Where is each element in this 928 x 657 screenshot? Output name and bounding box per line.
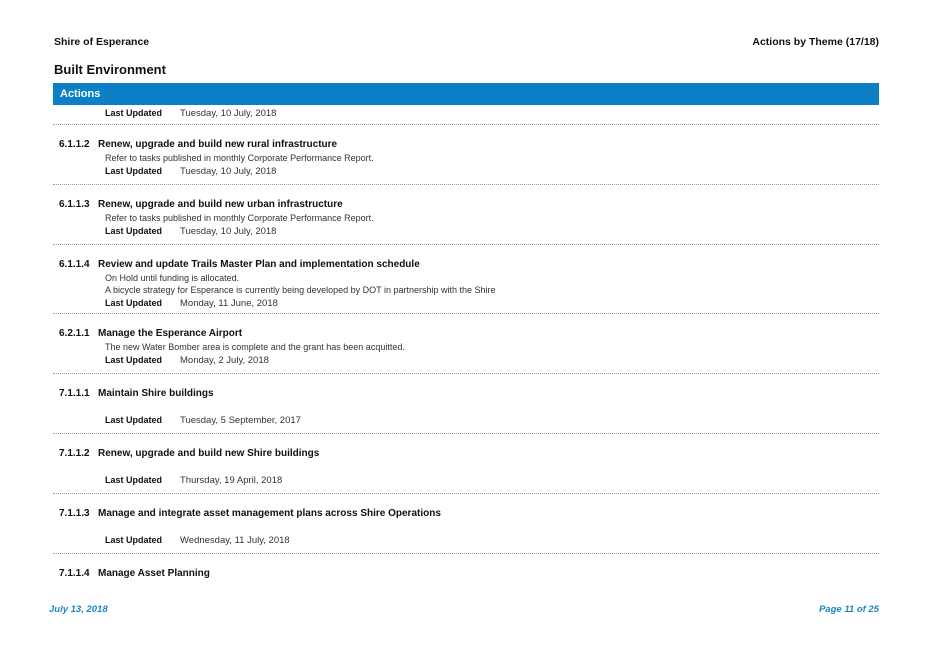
action-title: Renew, upgrade and build new rural infrastructure xyxy=(98,139,338,150)
last-updated-value: Thursday, 19 April, 2018 xyxy=(180,475,283,486)
last-updated-label: Last Updated xyxy=(105,475,163,485)
last-updated-value: Tuesday, 10 July, 2018 xyxy=(180,226,277,237)
last-updated-value: Monday, 2 July, 2018 xyxy=(180,355,269,366)
action-title: Review and update Trails Master Plan and implementation schedule xyxy=(98,259,420,270)
last-updated-row xyxy=(53,296,879,310)
action-item xyxy=(53,106,879,125)
last-updated-label: Last Updated xyxy=(105,355,163,365)
action-heading xyxy=(53,387,879,401)
action-code: 6.2.1.1 xyxy=(59,328,90,339)
action-note: The new Water Bomber area is complete and the grant has been acquitted. xyxy=(105,342,405,352)
last-updated-row xyxy=(53,353,879,367)
action-list xyxy=(53,106,879,579)
last-updated-label: Last Updated xyxy=(105,415,163,425)
action-heading xyxy=(53,198,879,212)
action-heading xyxy=(53,327,879,341)
action-title: Manage Asset Planning xyxy=(98,568,210,579)
action-title: Maintain Shire buildings xyxy=(98,388,214,399)
last-updated-row xyxy=(53,473,879,487)
last-updated-row xyxy=(53,533,879,547)
action-note xyxy=(53,401,879,413)
organization-name: Shire of Esperance xyxy=(54,36,150,48)
action-title: Renew, upgrade and build new Shire buildings xyxy=(98,448,320,459)
last-updated-row xyxy=(53,106,879,120)
action-item xyxy=(53,554,879,579)
last-updated-value: Tuesday, 10 July, 2018 xyxy=(180,166,277,177)
action-note: On Hold until funding is allocated. xyxy=(105,273,240,283)
action-code: 6.1.1.4 xyxy=(59,259,90,270)
action-code: 7.1.1.1 xyxy=(59,388,90,399)
action-code: 7.1.1.3 xyxy=(59,508,90,519)
action-heading xyxy=(53,447,879,461)
action-heading xyxy=(53,507,879,521)
actions-header-bar: Actions xyxy=(53,83,879,105)
report-title: Actions by Theme (17/18) xyxy=(752,36,879,48)
last-updated-row xyxy=(53,413,879,427)
last-updated-row xyxy=(53,224,879,238)
action-title: Manage the Esperance Airport xyxy=(98,328,243,339)
action-item xyxy=(53,125,879,185)
action-item xyxy=(53,494,879,554)
footer-date: July 13, 2018 xyxy=(49,604,108,615)
action-title: Renew, upgrade and build new urban infrastructure xyxy=(98,199,343,210)
section-title: Built Environment xyxy=(54,62,166,77)
last-updated-value: Tuesday, 5 September, 2017 xyxy=(180,415,301,426)
last-updated-row xyxy=(53,164,879,178)
last-updated-value: Monday, 11 June, 2018 xyxy=(180,298,278,309)
action-note: Refer to tasks published in monthly Corporate Performance Report. xyxy=(105,153,374,163)
action-item xyxy=(53,245,879,314)
page-header xyxy=(54,36,879,48)
last-updated-value: Tuesday, 10 July, 2018 xyxy=(180,108,277,119)
last-updated-value: Wednesday, 11 July, 2018 xyxy=(180,535,290,546)
action-note: Refer to tasks published in monthly Corporate Performance Report. xyxy=(105,213,374,223)
action-code: 6.1.1.2 xyxy=(59,139,90,150)
last-updated-label: Last Updated xyxy=(105,298,163,308)
last-updated-label: Last Updated xyxy=(105,166,163,176)
action-item xyxy=(53,434,879,494)
last-updated-label: Last Updated xyxy=(105,535,163,545)
action-item xyxy=(53,314,879,374)
last-updated-label: Last Updated xyxy=(105,108,163,118)
last-updated-label: Last Updated xyxy=(105,226,163,236)
action-item xyxy=(53,185,879,245)
action-note xyxy=(53,461,879,473)
action-code: 6.1.1.3 xyxy=(59,199,90,210)
action-note: A bicycle strategy for Esperance is currently being developed by DOT in partnership with the Shire xyxy=(105,285,496,295)
action-heading xyxy=(53,567,879,581)
action-heading xyxy=(53,258,879,272)
action-code: 7.1.1.4 xyxy=(59,568,90,579)
action-item xyxy=(53,374,879,434)
action-note xyxy=(53,521,879,533)
action-code: 7.1.1.2 xyxy=(59,448,90,459)
footer-page-number: Page 11 of 25 xyxy=(818,604,879,615)
action-heading xyxy=(53,138,879,152)
page-footer xyxy=(49,604,879,615)
action-title: Manage and integrate asset management plans across Shire Operations xyxy=(98,508,441,519)
